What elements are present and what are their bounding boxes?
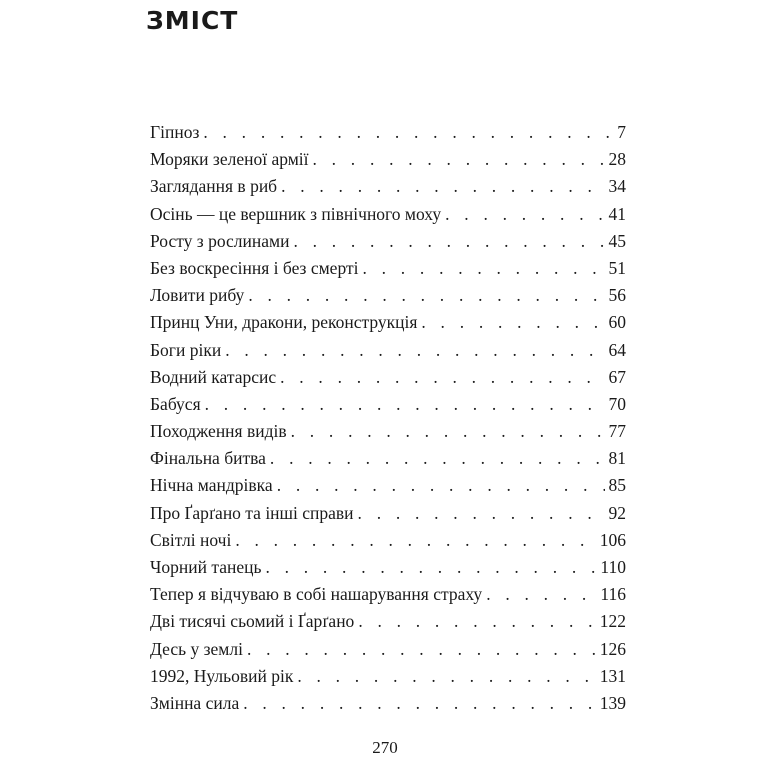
dot-leader — [445, 201, 604, 228]
toc-entry-page: 106 — [599, 529, 626, 550]
dot-leader — [313, 146, 605, 173]
toc-entry — [150, 663, 626, 690]
toc-entry-page: 64 — [608, 339, 626, 360]
toc-entry — [150, 173, 626, 200]
toc-entry — [150, 445, 626, 472]
toc-entry-title: Принц Уни, дракони, реконструкція — [150, 312, 418, 333]
toc-entry — [150, 309, 626, 336]
dot-leader — [421, 309, 604, 336]
toc-entry — [150, 228, 626, 255]
toc-entry-page: 45 — [608, 230, 626, 251]
toc-entry-title: Тепер я відчуваю в собі нашарування страху — [150, 584, 483, 605]
dot-leader — [235, 527, 595, 554]
dot-leader — [280, 364, 604, 391]
contents-heading: ЗМІСТ — [146, 6, 239, 35]
toc-entry-page: 28 — [608, 149, 626, 170]
dot-leader — [203, 119, 613, 146]
page-number: 270 — [372, 738, 398, 757]
toc-entry-page: 126 — [599, 638, 626, 659]
toc-entry-title: Про Ґарґано та інші справи — [150, 502, 354, 523]
toc-entry-title: Заглядання в риб — [150, 176, 278, 197]
toc-entry-title: Походження видів — [150, 421, 287, 442]
toc-entry-page: 77 — [608, 421, 626, 442]
toc-entry-page: 60 — [608, 312, 626, 333]
toc-entry-title: Бабуся — [150, 393, 201, 414]
toc-entry-page: 51 — [608, 257, 626, 278]
dot-leader — [362, 255, 604, 282]
toc-entry — [150, 337, 626, 364]
toc-entry-page: 131 — [599, 665, 626, 686]
toc-entry-title: Чорний танець — [150, 557, 262, 577]
toc-entry — [150, 500, 626, 527]
toc-entry — [150, 636, 626, 663]
toc-entry-page: 70 — [608, 393, 626, 414]
dot-leader — [293, 228, 604, 255]
toc-entry-page: 110 — [600, 557, 626, 577]
dot-leader — [291, 418, 605, 445]
dot-leader — [205, 391, 605, 418]
toc-entry — [150, 201, 626, 228]
toc-entry-title: Десь у землі — [150, 638, 243, 659]
toc-entry-page: 56 — [608, 285, 626, 306]
toc-entry-page: 122 — [599, 611, 626, 632]
toc-entry — [150, 391, 626, 418]
toc-entry-title: Гіпноз — [150, 122, 200, 142]
dot-leader — [297, 663, 595, 690]
toc-entry-page: 116 — [600, 584, 626, 605]
toc-entry-title: Дві тисячі сьомий і Ґарґано — [150, 611, 355, 632]
dot-leader — [225, 337, 604, 364]
toc-entry — [150, 255, 626, 282]
dot-leader — [270, 445, 605, 472]
toc-entry-title: Без воскресіння і без смерті — [150, 257, 359, 278]
toc-entry-page: 139 — [599, 692, 626, 713]
toc-entry — [150, 146, 626, 173]
dot-leader — [358, 500, 605, 527]
toc-entry — [150, 472, 626, 499]
dot-leader — [486, 581, 596, 608]
toc-entry-title: Нічна мандрівка — [150, 475, 273, 496]
toc-entry — [150, 418, 626, 445]
table-of-contents — [150, 119, 626, 717]
dot-leader — [243, 690, 596, 717]
dot-leader — [248, 282, 604, 309]
toc-entry-page: 34 — [608, 176, 626, 197]
toc-entry-title: Осінь — це вершник з північного моху — [150, 203, 442, 224]
toc-entry-title: Змінна сила — [150, 692, 240, 713]
toc-entry-title: Водний катарсис — [150, 366, 277, 387]
toc-entry-page: 7 — [617, 122, 626, 142]
toc-entry-title: 1992, Нульовий рік — [150, 665, 294, 686]
toc-entry-page: 67 — [608, 366, 626, 387]
toc-entry — [150, 554, 626, 581]
dot-leader — [277, 472, 605, 499]
dot-leader — [358, 608, 595, 635]
toc-entry-title: Боги ріки — [150, 339, 222, 360]
toc-entry-title: Моряки зеленої армії — [150, 149, 309, 170]
toc-entry-page: 41 — [608, 203, 626, 224]
toc-entry-title: Світлі ночі — [150, 529, 232, 550]
toc-entry — [150, 282, 626, 309]
toc-entry-page: 92 — [608, 502, 626, 523]
toc-entry-title: Ловити рибу — [150, 285, 245, 306]
toc-entry-title: Росту з рослинами — [150, 230, 290, 251]
toc-entry — [150, 608, 626, 635]
toc-entry — [150, 364, 626, 391]
dot-leader — [265, 554, 596, 581]
toc-entry-page: 85 — [608, 475, 626, 496]
toc-entry — [150, 527, 626, 554]
toc-entry-page: 81 — [608, 448, 626, 469]
toc-entry — [150, 581, 626, 608]
dot-leader — [247, 636, 596, 663]
toc-entry — [150, 690, 626, 717]
dot-leader — [281, 173, 604, 200]
toc-entry — [150, 119, 626, 146]
toc-entry-title: Фінальна битва — [150, 448, 266, 469]
